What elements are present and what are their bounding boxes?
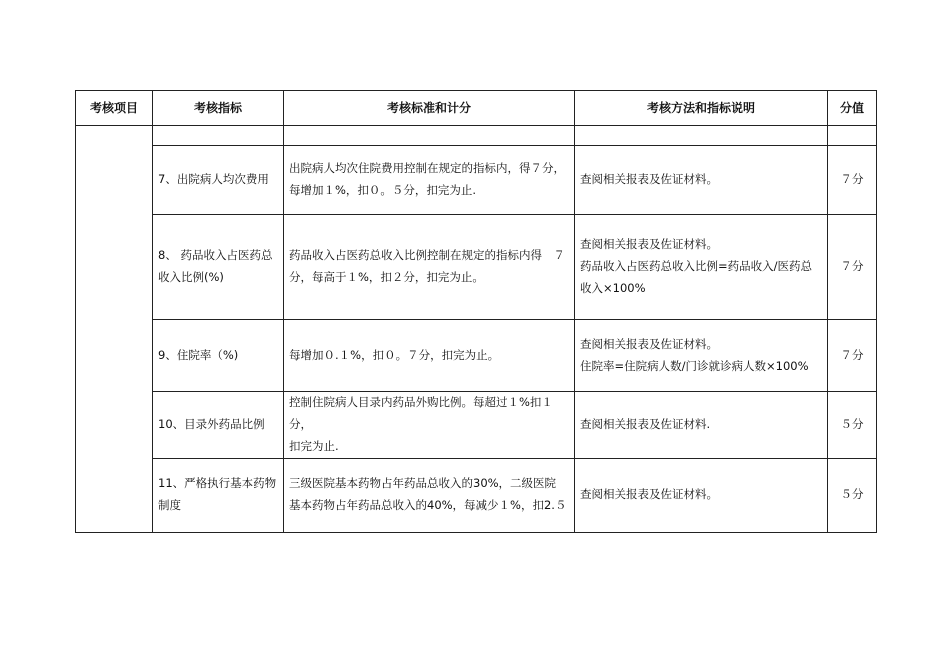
- assessment-table: [75, 90, 877, 533]
- method-line: 查阅相关报表及佐证材料。: [580, 237, 718, 252]
- blank-row: [76, 126, 877, 146]
- indicator-line: 7、出院病人均次费用: [158, 172, 269, 187]
- method-line: 查阅相关报表及佐证材料。: [580, 487, 718, 502]
- indicator-line: 11、严格执行基本药物: [158, 476, 277, 491]
- standard-line: 药品收入占医药总收入比例控制在规定的指标内得 ７: [289, 248, 565, 263]
- table-row: [76, 392, 877, 459]
- standard-cell: [284, 458, 575, 532]
- standard-cell: [284, 146, 575, 215]
- method-line: 住院率=住院病人数/门诊就诊病人数×100%: [580, 358, 809, 373]
- header-method: 考核方法和指标说明: [575, 91, 828, 126]
- table-row: [76, 320, 877, 392]
- method-cell: [575, 146, 828, 215]
- indicator-line: 9、住院率（%): [158, 347, 239, 362]
- method-line: 药品收入占医药总收入比例=药品收入/医药总: [580, 259, 813, 274]
- score-cell: ７分: [828, 215, 877, 320]
- standard-line: 扣完为止.: [289, 438, 339, 453]
- project-cell: [76, 126, 153, 533]
- indicator-cell: [153, 146, 284, 215]
- header-standard: 考核标准和计分: [284, 91, 575, 126]
- header-score: 分值: [828, 91, 877, 126]
- score-cell: ５分: [828, 392, 877, 459]
- indicator-cell: [153, 215, 284, 320]
- standard-line: 分，每高于１%，扣２分，扣完为止。: [289, 270, 484, 284]
- blank-cell: [153, 126, 284, 146]
- header-row: [76, 91, 877, 126]
- table-row: [76, 146, 877, 215]
- method-line: 查阅相关报表及佐证材料。: [580, 172, 718, 187]
- standard-line: 每增加１%，扣０。５分，扣完为止.: [289, 183, 477, 197]
- indicator-cell: [153, 320, 284, 392]
- standard-line: 基本药物占年药品总收入的40%，每减少１%，扣2.５: [289, 498, 567, 513]
- standard-cell: [284, 392, 575, 459]
- standard-cell: [284, 215, 575, 320]
- score-cell: ５分: [828, 458, 877, 532]
- method-cell: [575, 458, 828, 532]
- table-row: [76, 215, 877, 320]
- standard-cell: [284, 320, 575, 392]
- table-row: [76, 458, 877, 532]
- method-line: 查阅相关报表及佐证材料.: [580, 416, 711, 431]
- indicator-line: 8、 药品收入占医药总: [158, 248, 273, 263]
- indicator-line: 制度: [158, 498, 181, 513]
- blank-cell: [575, 126, 828, 146]
- standard-line: 出院病人均次住院费用控制在规定的指标内，得７分，: [289, 161, 565, 176]
- method-line: 查阅相关报表及佐证材料。: [580, 336, 718, 351]
- indicator-line: 收入比例(%): [158, 270, 224, 284]
- blank-cell: [284, 126, 575, 146]
- score-cell: ７分: [828, 320, 877, 392]
- header-indicator: 考核指标: [153, 91, 284, 126]
- indicator-cell: [153, 458, 284, 532]
- method-cell: [575, 392, 828, 459]
- indicator-line: 10、目录外药品比例: [158, 416, 265, 431]
- blank-cell: [828, 126, 877, 146]
- method-cell: [575, 215, 828, 320]
- method-cell: [575, 320, 828, 392]
- header-project: 考核项目: [76, 91, 153, 126]
- score-cell: ７分: [828, 146, 877, 215]
- standard-line: 每增加０.１%，扣０。７分，扣完为止。: [289, 347, 500, 362]
- method-line: 收入×100%: [580, 280, 646, 295]
- indicator-cell: [153, 392, 284, 459]
- standard-line: 控制住院病人目录内药品外购比例。每超过１%扣１分，: [289, 395, 553, 431]
- standard-line: 三级医院基本药物占年药品总收入的30%，二级医院: [289, 476, 557, 491]
